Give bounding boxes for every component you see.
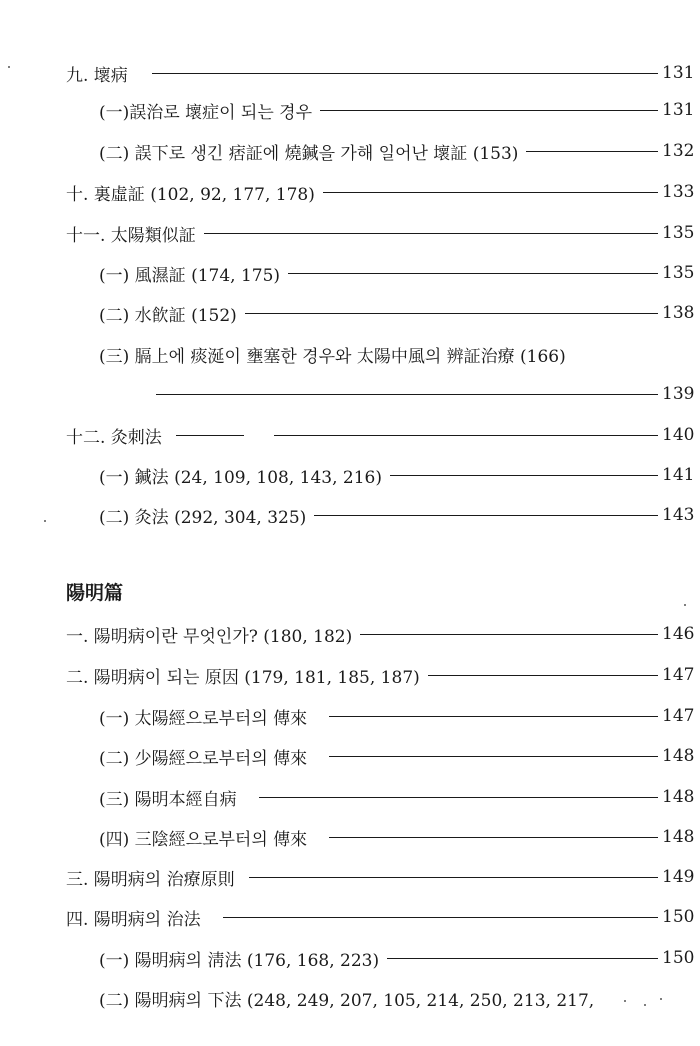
toc-entry-label: (一) 陽明病의 淸法 (176, 168, 223) <box>99 950 380 971</box>
toc-entry-page: 131 <box>662 63 695 83</box>
leader-line <box>259 797 658 798</box>
toc-entry <box>0 258 700 288</box>
scan-speck <box>660 998 662 1000</box>
toc-entry <box>0 983 700 1013</box>
toc-entry-label: (一)誤治로 壞症이 되는 경우 <box>99 102 313 123</box>
leader-line-short <box>176 435 244 436</box>
toc-entry <box>0 822 700 852</box>
toc-entry-page: 150 <box>662 948 695 968</box>
leader-line <box>156 394 658 395</box>
toc-entry <box>0 95 700 125</box>
toc-entry-page: 135 <box>662 263 695 283</box>
leader-line <box>323 192 658 193</box>
toc-entry-label: (一) 鍼法 (24, 109, 108, 143, 216) <box>99 467 382 488</box>
toc-entry-page: 138 <box>662 303 695 323</box>
toc-entry <box>0 782 700 812</box>
toc-entry-page: 146 <box>662 624 695 644</box>
toc-entry <box>0 136 700 166</box>
leader-line <box>314 515 658 516</box>
toc-entry <box>0 741 700 771</box>
leader-line <box>245 313 658 314</box>
toc-entry-label: (二) 水飮証 (152) <box>99 305 237 326</box>
scan-speck <box>624 1000 626 1002</box>
leader-line <box>204 233 658 234</box>
toc-entry-page: 148 <box>662 787 695 807</box>
toc-entry <box>0 500 700 530</box>
toc-entry-page: 140 <box>662 425 695 445</box>
toc-entry <box>0 420 700 450</box>
leader-line <box>152 73 658 74</box>
toc-entry <box>0 660 700 690</box>
toc-entry <box>0 177 700 207</box>
toc-entry-label: 九. 壞病 <box>66 65 128 86</box>
toc-entry-label: (三) 陽明本經自病 <box>99 789 237 810</box>
toc-entry <box>0 902 700 932</box>
toc-entry-label: 十. 裏虛証 (102, 92, 177, 178) <box>66 184 315 205</box>
toc-entry-page: 141 <box>662 465 695 485</box>
toc-entry <box>0 339 700 369</box>
scan-speck <box>684 604 686 606</box>
toc-entry-page: 132 <box>662 141 695 161</box>
toc-entry-page: 131 <box>662 100 695 120</box>
toc-entry-page: 139 <box>662 384 695 404</box>
toc-entry <box>0 619 700 649</box>
leader-line <box>526 151 658 152</box>
toc-entry-page: 135 <box>662 223 695 243</box>
toc-entry-label: (三) 膈上에 痰涎이 壅塞한 경우와 太陽中風의 辨証治療 (166) <box>99 346 566 367</box>
leader-line <box>329 837 658 838</box>
toc-entry <box>0 862 700 892</box>
leader-line <box>329 716 658 717</box>
toc-entry-page: 148 <box>662 827 695 847</box>
toc-entry <box>0 460 700 490</box>
leader-line <box>390 475 658 476</box>
toc-entry-label: 十一. 太陽類似証 <box>66 225 196 246</box>
leader-line <box>428 675 658 676</box>
leader-line <box>249 877 658 878</box>
toc-entry-label: (四) 三陰經으로부터의 傳來 <box>99 829 308 850</box>
scan-speck <box>8 66 10 68</box>
toc-entry-page: 150 <box>662 907 695 927</box>
toc-entry-page: 148 <box>662 746 695 766</box>
toc-entry <box>0 701 700 731</box>
toc-entry-label: (二) 陽明病의 下法 (248, 249, 207, 105, 214, 250, 213, 217, <box>99 990 595 1011</box>
leader-line <box>360 634 658 635</box>
toc-entry-label: (一) 太陽經으로부터의 傳來 <box>99 708 308 729</box>
toc-entry-label: (二) 灸法 (292, 304, 325) <box>99 507 307 528</box>
toc-entry <box>0 379 700 409</box>
leader-line <box>274 435 658 436</box>
toc-entry-label: 一. 陽明病이란 무엇인가? (180, 182) <box>66 626 353 647</box>
toc-entry <box>0 943 700 973</box>
toc-entry-label: (二) 誤下로 생긴 痞証에 燒鍼을 가해 일어난 壞証 (153) <box>99 143 519 164</box>
toc-entry-page: 147 <box>662 706 695 726</box>
toc-entry-label: 三. 陽明病의 治療原則 <box>66 869 235 890</box>
toc-entry <box>0 218 700 248</box>
toc-entry-page: 143 <box>662 505 695 525</box>
toc-entry <box>0 58 700 88</box>
toc-entry-label: 四. 陽明病의 治法 <box>66 909 201 930</box>
leader-line <box>387 958 658 959</box>
scan-speck <box>44 520 46 522</box>
toc-entry-page: 149 <box>662 867 695 887</box>
leader-line <box>223 917 658 918</box>
leader-line <box>329 756 658 757</box>
scan-speck <box>644 1004 646 1006</box>
toc-entry <box>0 298 700 328</box>
toc-entry-label: 二. 陽明病이 되는 原因 (179, 181, 185, 187) <box>66 667 420 688</box>
leader-line <box>320 110 658 111</box>
toc-entry-label: (一) 風濕証 (174, 175) <box>99 265 281 286</box>
toc-entry-label: 十二. 灸刺法 <box>66 427 162 448</box>
toc-entry-page: 133 <box>662 182 695 202</box>
section-heading: 陽明篇 <box>66 582 124 604</box>
toc-entry-label: (二) 少陽經으로부터의 傳來 <box>99 748 308 769</box>
leader-line <box>288 273 658 274</box>
toc-entry-page: 147 <box>662 665 695 685</box>
